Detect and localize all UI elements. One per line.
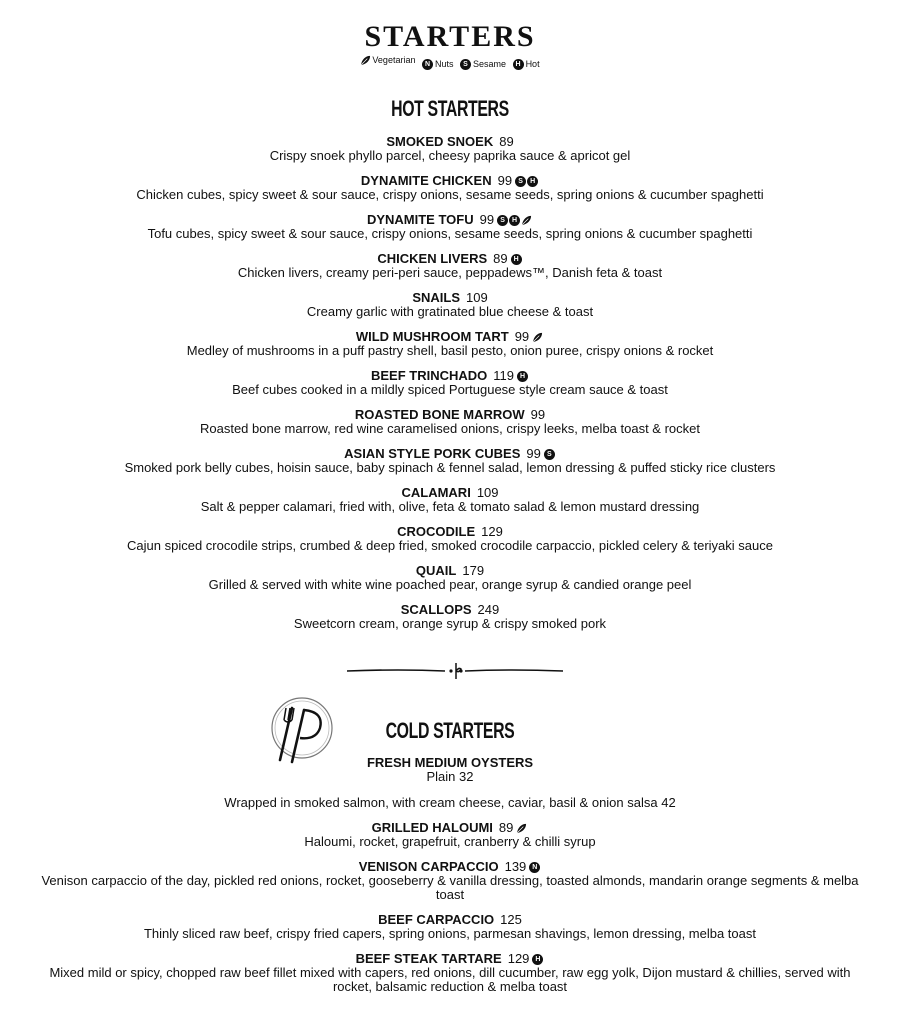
dietary-icons (517, 371, 529, 382)
menu-item (0, 173, 900, 202)
legend-label: Hot (525, 59, 540, 69)
item-price: 125 (500, 912, 522, 927)
item-price: 99 (497, 173, 513, 188)
item-price: 99 (526, 446, 541, 461)
menu-item (0, 134, 900, 163)
leaf-icon (360, 55, 371, 66)
item-price: 129 (507, 951, 530, 966)
item-description: Chicken cubes, spicy sweet & sour sauce, crispy onions, sesame seeds, spring onions & cucumber spaghetti (136, 187, 764, 202)
hot-icon: H (527, 176, 538, 187)
hot-starters-heading: HOT STARTERS (391, 96, 509, 121)
item-name: SCALLOPS (400, 602, 472, 617)
leaf-icon (521, 215, 532, 226)
item-description: Tofu cubes, spicy sweet & sour sauce, crispy onions, sesame seeds, spring onions & cucumber spaghetti (147, 226, 753, 241)
item-price: 99 (530, 407, 546, 422)
hot-icon: H (532, 954, 543, 965)
page-title: STARTERS (364, 20, 536, 53)
item-name: VENISON CARPACCIO (358, 859, 499, 874)
menu-item (0, 563, 900, 592)
sesame-icon: S (515, 176, 526, 187)
menu-item (0, 602, 900, 631)
item-price: 119 (493, 368, 514, 383)
menu-item (0, 912, 900, 941)
item-price: 179 (462, 563, 485, 578)
nuts-icon: N (422, 59, 433, 70)
menu-item-oysters (0, 755, 900, 784)
legend-sesame (460, 58, 506, 70)
item-name: CHICKEN LIVERS (377, 251, 488, 266)
item-name: ROASTED BONE MARROW (354, 407, 525, 422)
dietary-icons (544, 449, 556, 460)
item-price: 99 (514, 329, 530, 344)
dietary-icons (511, 254, 523, 265)
item-option-wrapped: Wrapped in smoked salmon, with cream cheese, caviar, basil & onion salsa 42 (224, 795, 676, 810)
item-description: Roasted bone marrow, red wine caramelised onions, crispy leeks, melba toast & rocket (199, 421, 700, 436)
menu-item (0, 329, 900, 358)
item-price: 109 (465, 290, 488, 305)
item-description: Chicken livers, creamy peri-peri sauce, peppadews™, Danish feta & toast (237, 265, 663, 280)
item-description: Mixed mild or spicy, chopped raw beef fillet mixed with capers, red onions, dill cucumber, raw egg yolk, Dijon mustard & chillies, served with rocket, balsamic reduction & melba toast (49, 965, 851, 994)
legend-label: Nuts (434, 59, 454, 69)
item-price: 249 (477, 602, 500, 617)
menu-item-oysters-wrapped (0, 796, 900, 810)
legend-label: Vegetarian (372, 55, 416, 65)
item-name: DYNAMITE CHICKEN (360, 173, 492, 188)
nuts-icon: N (529, 862, 540, 873)
item-description: Venison carpaccio of the day, pickled red onions, rocket, gooseberry & vanilla dressing, toasted almonds, mandarin orange segments & melba toast (41, 873, 859, 902)
leaf-icon (532, 332, 543, 343)
item-description: Cajun spiced crocodile strips, crumbed & deep fried, smoked crocodile carpaccio, pickled celery & teriyaki sauce (127, 538, 773, 553)
legend-label: Sesame (473, 59, 507, 69)
item-name: CALAMARI (401, 485, 471, 500)
item-name: CROCODILE (397, 524, 476, 539)
cold-starters-list (0, 755, 900, 1004)
item-description: Beef cubes cooked in a mildly spiced Portuguese style cream sauce & toast (232, 382, 668, 397)
item-price: 89 (498, 820, 514, 835)
menu-item (0, 290, 900, 319)
menu-item (0, 446, 900, 475)
hot-starters-list (0, 134, 900, 641)
menu-item (0, 251, 900, 280)
item-description: Smoked pork belly cubes, hoisin sauce, baby spinach & fennel salad, lemon dressing & puffed sticky rice clusters (124, 460, 776, 475)
item-description: Medley of mushrooms in a puff pastry shell, basil pesto, onion puree, crispy onions & rocket (186, 343, 714, 358)
item-description: Sweetcorn cream, orange syrup & crispy smoked pork (293, 616, 607, 631)
sesame-icon: S (497, 215, 508, 226)
hot-icon: H (517, 371, 528, 382)
menu-item (0, 407, 900, 436)
dietary-icons (515, 176, 539, 187)
menu-item (0, 212, 900, 241)
item-name: WILD MUSHROOM TART (355, 329, 509, 344)
item-name: GRILLED HALOUMI (371, 820, 493, 835)
sesame-icon: S (460, 59, 471, 70)
cold-starters-items (0, 820, 900, 994)
cold-starters-heading: COLD STARTERS (385, 718, 515, 743)
item-description: Crispy snoek phyllo parcel, cheesy paprika sauce & apricot gel (269, 148, 631, 163)
item-name: FRESH MEDIUM OYSTERS (366, 755, 534, 770)
legend-hot (513, 58, 540, 70)
item-price: 89 (499, 134, 514, 149)
item-description: Thinly sliced raw beef, crispy fried capers, spring onions, parmesan shavings, lemon dressing, melba toast (143, 926, 756, 941)
item-name: QUAIL (415, 563, 457, 578)
dietary-icons (516, 823, 528, 834)
sesame-icon: S (544, 449, 555, 460)
leaf-icon (516, 823, 527, 834)
item-name: SMOKED SNOEK (386, 134, 494, 149)
dietary-icons (532, 332, 544, 343)
dietary-icons (532, 954, 544, 965)
dietary-icons (497, 215, 533, 226)
item-name: BEEF CARPACCIO (378, 912, 495, 927)
legend-vegetarian (360, 54, 415, 66)
menu-item (0, 524, 900, 553)
item-name: ASIAN STYLE PORK CUBES (344, 446, 521, 461)
item-price: 99 (479, 212, 495, 227)
item-price: 129 (481, 524, 503, 539)
hot-icon: H (513, 59, 524, 70)
menu-item (0, 368, 900, 397)
item-description: Creamy garlic with gratinated blue cheese & toast (306, 304, 594, 319)
item-description: Salt & pepper calamari, fried with, olive, feta & tomato salad & lemon mustard dressing (200, 499, 700, 514)
item-price: 109 (476, 485, 499, 500)
menu-item (0, 859, 900, 902)
hot-icon: H (509, 215, 520, 226)
hot-icon: H (511, 254, 522, 265)
dietary-icons (529, 862, 541, 873)
item-name: DYNAMITE TOFU (366, 212, 474, 227)
item-name: BEEF TRINCHADO (370, 368, 488, 383)
menu-item (0, 820, 900, 849)
dietary-legend (0, 54, 900, 70)
menu-item (0, 485, 900, 514)
legend-nuts (422, 58, 454, 70)
item-description: Grilled & served with white wine poached pear, orange syrup & candied orange peel (208, 577, 692, 592)
item-price: 89 (493, 251, 508, 266)
ornament-divider (345, 660, 565, 682)
item-description: Haloumi, rocket, grapefruit, cranberry & chilli syrup (304, 834, 596, 849)
item-option-plain: Plain 32 (426, 769, 474, 784)
item-name: BEEF STEAK TARTARE (355, 951, 502, 966)
item-name: SNAILS (412, 290, 460, 305)
item-price: 139 (504, 859, 527, 874)
menu-item (0, 951, 900, 994)
